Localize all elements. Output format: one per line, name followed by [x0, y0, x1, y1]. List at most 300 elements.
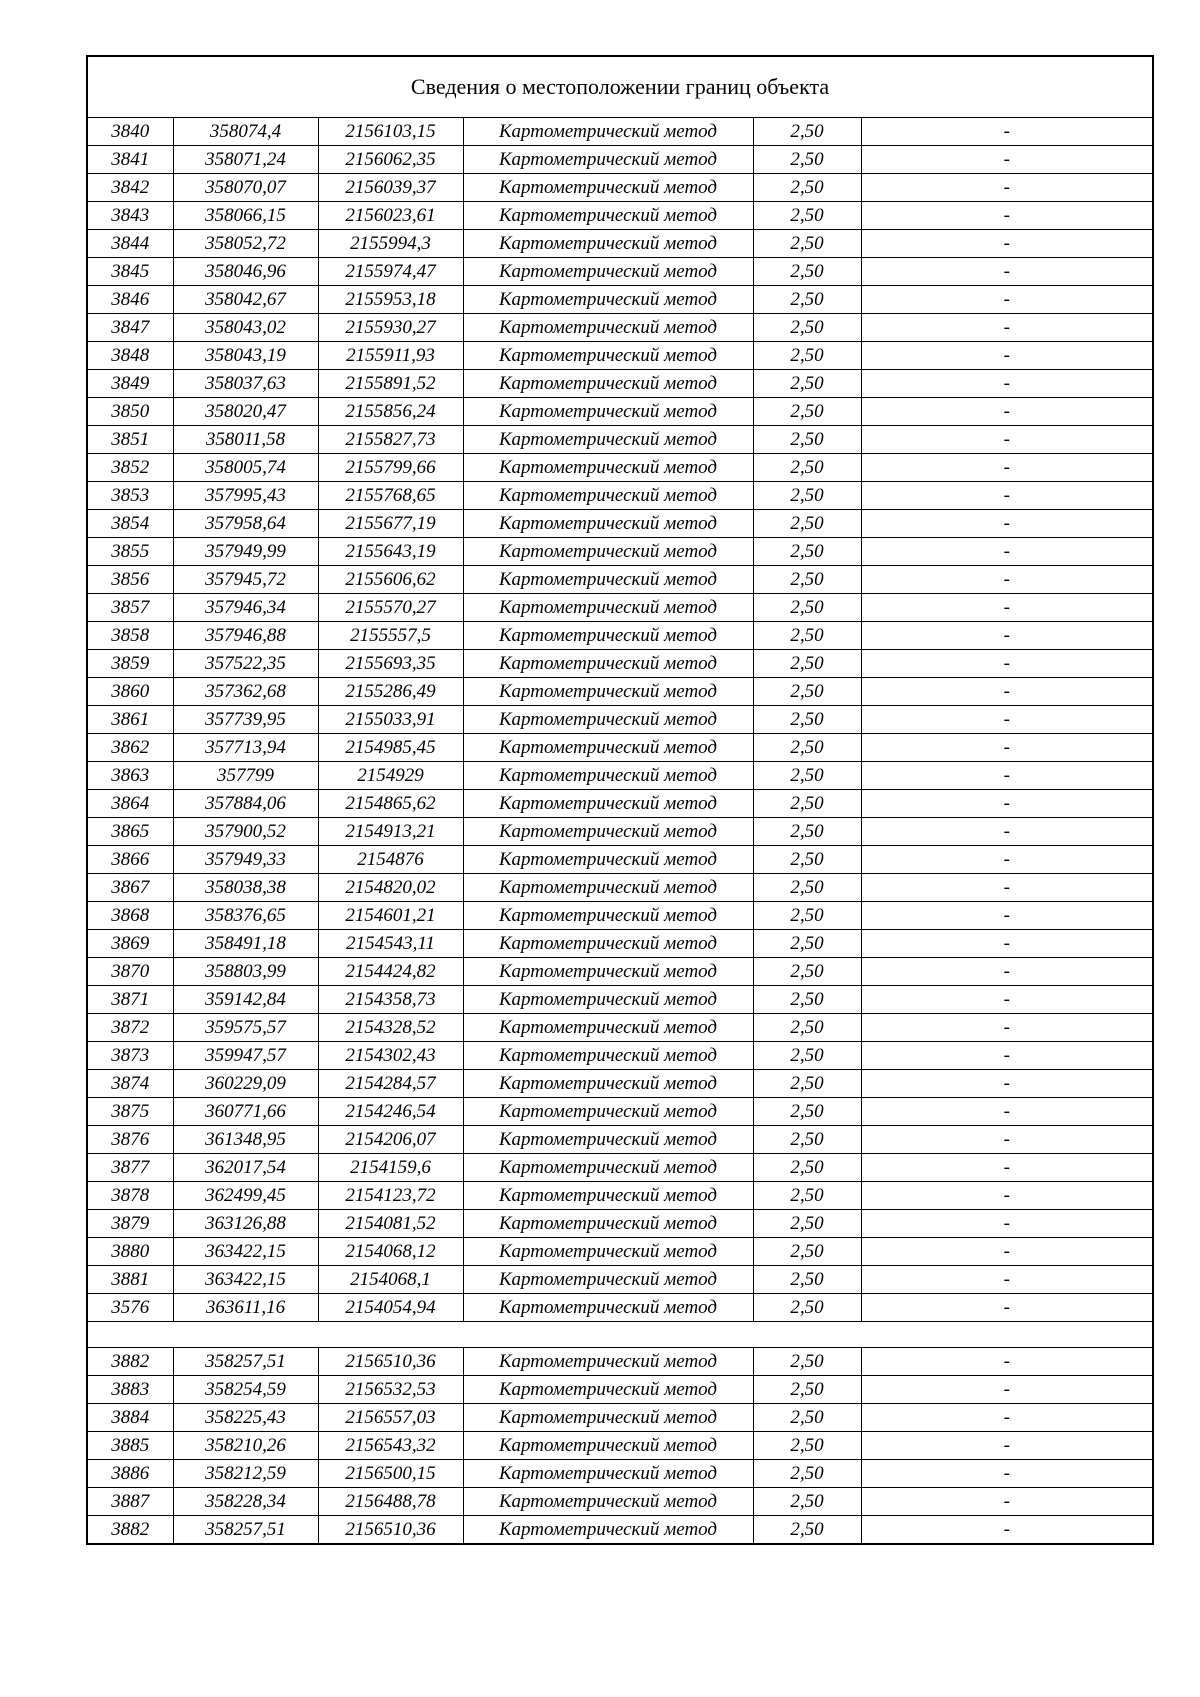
accuracy-cell: 2,50: [753, 706, 861, 734]
table-row: [87, 1238, 1153, 1266]
coord-x-cell: 358043,19: [173, 342, 318, 370]
table-row: [87, 678, 1153, 706]
accuracy-cell: 2,50: [753, 1014, 861, 1042]
point-number-cell: 3871: [87, 986, 173, 1014]
method-cell: Картометрический метод: [463, 1432, 753, 1460]
description-cell: -: [861, 174, 1153, 202]
coord-x-cell: 363422,15: [173, 1266, 318, 1294]
table-row: [87, 902, 1153, 930]
table-row: [87, 1404, 1153, 1432]
coord-y-cell: 2155557,5: [318, 622, 463, 650]
point-number-cell: 3855: [87, 538, 173, 566]
point-number-cell: 3883: [87, 1376, 173, 1404]
coord-x-cell: 358020,47: [173, 398, 318, 426]
coord-y-cell: 2154358,73: [318, 986, 463, 1014]
point-number-cell: 3841: [87, 146, 173, 174]
coord-y-cell: 2155799,66: [318, 454, 463, 482]
accuracy-cell: 2,50: [753, 230, 861, 258]
point-number-cell: 3874: [87, 1070, 173, 1098]
point-number-cell: 3865: [87, 818, 173, 846]
description-cell: -: [861, 1348, 1153, 1376]
description-cell: -: [861, 1238, 1153, 1266]
point-number-cell: 3854: [87, 510, 173, 538]
method-cell: Картометрический метод: [463, 1126, 753, 1154]
point-number-cell: 3878: [87, 1182, 173, 1210]
method-cell: Картометрический метод: [463, 622, 753, 650]
coord-y-cell: 2155994,3: [318, 230, 463, 258]
method-cell: Картометрический метод: [463, 286, 753, 314]
point-number-cell: 3877: [87, 1154, 173, 1182]
coord-x-cell: 363611,16: [173, 1294, 318, 1322]
accuracy-cell: 2,50: [753, 650, 861, 678]
method-cell: Картометрический метод: [463, 874, 753, 902]
description-cell: -: [861, 146, 1153, 174]
point-number-cell: 3886: [87, 1460, 173, 1488]
description-cell: -: [861, 706, 1153, 734]
table-row: [87, 398, 1153, 426]
coord-x-cell: 357946,88: [173, 622, 318, 650]
coord-y-cell: 2154328,52: [318, 1014, 463, 1042]
coord-y-cell: 2156103,15: [318, 118, 463, 146]
accuracy-cell: 2,50: [753, 426, 861, 454]
method-cell: Картометрический метод: [463, 370, 753, 398]
description-cell: -: [861, 622, 1153, 650]
coord-x-cell: 358254,59: [173, 1376, 318, 1404]
table-title: Сведения о местоположении границ объекта: [87, 56, 1153, 118]
description-cell: -: [861, 1042, 1153, 1070]
description-cell: -: [861, 650, 1153, 678]
coord-x-cell: 358043,02: [173, 314, 318, 342]
accuracy-cell: 2,50: [753, 398, 861, 426]
accuracy-cell: 2,50: [753, 482, 861, 510]
table-row: [87, 174, 1153, 202]
method-cell: Картометрический метод: [463, 902, 753, 930]
coord-x-cell: 358005,74: [173, 454, 318, 482]
method-cell: Картометрический метод: [463, 342, 753, 370]
coord-y-cell: 2154246,54: [318, 1098, 463, 1126]
description-cell: -: [861, 1014, 1153, 1042]
method-cell: Картометрический метод: [463, 1154, 753, 1182]
table-row: [87, 986, 1153, 1014]
table-row: [87, 1266, 1153, 1294]
coord-x-cell: 357949,33: [173, 846, 318, 874]
accuracy-cell: 2,50: [753, 538, 861, 566]
table-row: [87, 258, 1153, 286]
accuracy-cell: 2,50: [753, 1348, 861, 1376]
coord-y-cell: 2155643,19: [318, 538, 463, 566]
method-cell: Картометрический метод: [463, 1070, 753, 1098]
method-cell: Картометрический метод: [463, 426, 753, 454]
point-number-cell: 3845: [87, 258, 173, 286]
point-number-cell: 3868: [87, 902, 173, 930]
accuracy-cell: 2,50: [753, 258, 861, 286]
coord-x-cell: 357739,95: [173, 706, 318, 734]
table-row: [87, 1098, 1153, 1126]
description-cell: -: [861, 1460, 1153, 1488]
method-cell: Картометрический метод: [463, 818, 753, 846]
description-cell: -: [861, 1210, 1153, 1238]
coord-x-cell: 358225,43: [173, 1404, 318, 1432]
coord-x-cell: 358210,26: [173, 1432, 318, 1460]
table-row: [87, 538, 1153, 566]
accuracy-cell: 2,50: [753, 454, 861, 482]
table-row: [87, 1070, 1153, 1098]
point-number-cell: 3869: [87, 930, 173, 958]
coord-y-cell: 2156557,03: [318, 1404, 463, 1432]
description-cell: -: [861, 566, 1153, 594]
point-number-cell: 3864: [87, 790, 173, 818]
coord-y-cell: 2154302,43: [318, 1042, 463, 1070]
table-row: [87, 202, 1153, 230]
point-number-cell: 3885: [87, 1432, 173, 1460]
coord-y-cell: 2154601,21: [318, 902, 463, 930]
accuracy-cell: 2,50: [753, 1404, 861, 1432]
table-row: [87, 566, 1153, 594]
point-number-cell: 3882: [87, 1516, 173, 1545]
coord-x-cell: 358052,72: [173, 230, 318, 258]
coord-y-cell: 2154929: [318, 762, 463, 790]
table-row: [87, 790, 1153, 818]
description-cell: -: [861, 1126, 1153, 1154]
table-row: [87, 1126, 1153, 1154]
description-cell: -: [861, 1376, 1153, 1404]
point-number-cell: 3861: [87, 706, 173, 734]
description-cell: -: [861, 958, 1153, 986]
accuracy-cell: 2,50: [753, 118, 861, 146]
method-cell: Картометрический метод: [463, 650, 753, 678]
method-cell: Картометрический метод: [463, 454, 753, 482]
table-row: [87, 958, 1153, 986]
method-cell: Картометрический метод: [463, 1266, 753, 1294]
coord-y-cell: 2156488,78: [318, 1488, 463, 1516]
point-number-cell: 3843: [87, 202, 173, 230]
method-cell: Картометрический метод: [463, 1182, 753, 1210]
coord-y-cell: 2155974,47: [318, 258, 463, 286]
method-cell: Картометрический метод: [463, 566, 753, 594]
coord-x-cell: 358046,96: [173, 258, 318, 286]
point-number-cell: 3851: [87, 426, 173, 454]
title-row: [87, 56, 1153, 118]
description-cell: -: [861, 454, 1153, 482]
point-number-cell: 3856: [87, 566, 173, 594]
coord-x-cell: 358491,18: [173, 930, 318, 958]
table-row: [87, 1210, 1153, 1238]
table-body: [87, 56, 1153, 1544]
accuracy-cell: 2,50: [753, 286, 861, 314]
table-row: [87, 1376, 1153, 1404]
table-row: [87, 818, 1153, 846]
coord-y-cell: 2155856,24: [318, 398, 463, 426]
method-cell: Картометрический метод: [463, 1294, 753, 1322]
point-number-cell: 3847: [87, 314, 173, 342]
description-cell: -: [861, 1154, 1153, 1182]
table-row: [87, 314, 1153, 342]
coord-y-cell: 2154820,02: [318, 874, 463, 902]
point-number-cell: 3866: [87, 846, 173, 874]
coord-y-cell: 2154068,12: [318, 1238, 463, 1266]
point-number-cell: 3844: [87, 230, 173, 258]
description-cell: -: [861, 118, 1153, 146]
accuracy-cell: 2,50: [753, 314, 861, 342]
point-number-cell: 3884: [87, 1404, 173, 1432]
point-number-cell: 3875: [87, 1098, 173, 1126]
coord-y-cell: 2156543,32: [318, 1432, 463, 1460]
point-number-cell: 3870: [87, 958, 173, 986]
table-row: [87, 454, 1153, 482]
method-cell: Картометрический метод: [463, 1014, 753, 1042]
point-number-cell: 3876: [87, 1126, 173, 1154]
table-row: [87, 1042, 1153, 1070]
accuracy-cell: 2,50: [753, 510, 861, 538]
table-row: [87, 146, 1153, 174]
method-cell: Картометрический метод: [463, 1210, 753, 1238]
coord-y-cell: 2154865,62: [318, 790, 463, 818]
accuracy-cell: 2,50: [753, 902, 861, 930]
method-cell: Картометрический метод: [463, 1042, 753, 1070]
coord-y-cell: 2156510,36: [318, 1516, 463, 1545]
table-row: [87, 874, 1153, 902]
method-cell: Картометрический метод: [463, 1404, 753, 1432]
table-row: [87, 1432, 1153, 1460]
description-cell: -: [861, 230, 1153, 258]
coord-y-cell: 2155033,91: [318, 706, 463, 734]
method-cell: Картометрический метод: [463, 734, 753, 762]
method-cell: Картометрический метод: [463, 202, 753, 230]
point-number-cell: 3858: [87, 622, 173, 650]
description-cell: -: [861, 482, 1153, 510]
method-cell: Картометрический метод: [463, 678, 753, 706]
coord-x-cell: 357900,52: [173, 818, 318, 846]
coord-y-cell: 2156532,53: [318, 1376, 463, 1404]
point-number-cell: 3873: [87, 1042, 173, 1070]
coord-x-cell: 358257,51: [173, 1348, 318, 1376]
accuracy-cell: 2,50: [753, 874, 861, 902]
coord-x-cell: 357713,94: [173, 734, 318, 762]
point-number-cell: 3882: [87, 1348, 173, 1376]
coord-x-cell: 358071,24: [173, 146, 318, 174]
coord-y-cell: 2155570,27: [318, 594, 463, 622]
description-cell: -: [861, 846, 1153, 874]
description-cell: -: [861, 538, 1153, 566]
accuracy-cell: 2,50: [753, 202, 861, 230]
point-number-cell: 3872: [87, 1014, 173, 1042]
point-number-cell: 3881: [87, 1266, 173, 1294]
table-row: [87, 930, 1153, 958]
point-number-cell: 3853: [87, 482, 173, 510]
coord-y-cell: 2154054,94: [318, 1294, 463, 1322]
table-row: [87, 118, 1153, 146]
coord-y-cell: 2156500,15: [318, 1460, 463, 1488]
method-cell: Картометрический метод: [463, 538, 753, 566]
accuracy-cell: 2,50: [753, 846, 861, 874]
method-cell: Картометрический метод: [463, 1488, 753, 1516]
coord-y-cell: 2154123,72: [318, 1182, 463, 1210]
coord-y-cell: 2154913,21: [318, 818, 463, 846]
accuracy-cell: 2,50: [753, 734, 861, 762]
method-cell: Картометрический метод: [463, 1376, 753, 1404]
point-number-cell: 3887: [87, 1488, 173, 1516]
coord-y-cell: 2155606,62: [318, 566, 463, 594]
table-row: [87, 1294, 1153, 1322]
point-number-cell: 3849: [87, 370, 173, 398]
coord-y-cell: 2155911,93: [318, 342, 463, 370]
point-number-cell: 3860: [87, 678, 173, 706]
table-row: [87, 1460, 1153, 1488]
coord-y-cell: 2155693,35: [318, 650, 463, 678]
coord-x-cell: 357946,34: [173, 594, 318, 622]
table-row: [87, 510, 1153, 538]
coord-x-cell: 357799: [173, 762, 318, 790]
method-cell: Картометрический метод: [463, 118, 753, 146]
method-cell: Картометрический метод: [463, 762, 753, 790]
coord-x-cell: 360229,09: [173, 1070, 318, 1098]
accuracy-cell: 2,50: [753, 1182, 861, 1210]
point-number-cell: 3880: [87, 1238, 173, 1266]
accuracy-cell: 2,50: [753, 762, 861, 790]
coord-y-cell: 2154159,6: [318, 1154, 463, 1182]
method-cell: Картометрический метод: [463, 174, 753, 202]
description-cell: -: [861, 1432, 1153, 1460]
coord-y-cell: 2155768,65: [318, 482, 463, 510]
table-row: [87, 1488, 1153, 1516]
coord-x-cell: 358376,65: [173, 902, 318, 930]
accuracy-cell: 2,50: [753, 1294, 861, 1322]
coord-y-cell: 2155677,19: [318, 510, 463, 538]
coord-y-cell: 2155930,27: [318, 314, 463, 342]
table-row: [87, 230, 1153, 258]
description-cell: -: [861, 762, 1153, 790]
coord-y-cell: 2155827,73: [318, 426, 463, 454]
table-row: [87, 734, 1153, 762]
accuracy-cell: 2,50: [753, 1488, 861, 1516]
coord-x-cell: 357884,06: [173, 790, 318, 818]
table-row: [87, 762, 1153, 790]
coord-x-cell: 360771,66: [173, 1098, 318, 1126]
coord-x-cell: 362017,54: [173, 1154, 318, 1182]
coord-x-cell: 363422,15: [173, 1238, 318, 1266]
description-cell: -: [861, 1404, 1153, 1432]
point-number-cell: 3846: [87, 286, 173, 314]
boundary-coordinates-table: [86, 55, 1154, 1545]
accuracy-cell: 2,50: [753, 986, 861, 1014]
description-cell: -: [861, 398, 1153, 426]
coord-x-cell: 358037,63: [173, 370, 318, 398]
accuracy-cell: 2,50: [753, 678, 861, 706]
accuracy-cell: 2,50: [753, 1042, 861, 1070]
method-cell: Картометрический метод: [463, 1348, 753, 1376]
coord-x-cell: 357995,43: [173, 482, 318, 510]
coord-x-cell: 361348,95: [173, 1126, 318, 1154]
method-cell: Картометрический метод: [463, 146, 753, 174]
method-cell: Картометрический метод: [463, 1238, 753, 1266]
coord-x-cell: 358803,99: [173, 958, 318, 986]
accuracy-cell: 2,50: [753, 1376, 861, 1404]
method-cell: Картометрический метод: [463, 958, 753, 986]
method-cell: Картометрический метод: [463, 1460, 753, 1488]
coord-y-cell: 2154543,11: [318, 930, 463, 958]
accuracy-cell: 2,50: [753, 1460, 861, 1488]
coord-x-cell: 357949,99: [173, 538, 318, 566]
description-cell: -: [861, 426, 1153, 454]
table-row: [87, 846, 1153, 874]
coord-y-cell: 2156062,35: [318, 146, 463, 174]
description-cell: -: [861, 790, 1153, 818]
point-number-cell: 3852: [87, 454, 173, 482]
coord-x-cell: 358042,67: [173, 286, 318, 314]
accuracy-cell: 2,50: [753, 622, 861, 650]
coord-y-cell: 2154284,57: [318, 1070, 463, 1098]
description-cell: -: [861, 734, 1153, 762]
table-row: [87, 650, 1153, 678]
coord-x-cell: 357945,72: [173, 566, 318, 594]
point-number-cell: 3867: [87, 874, 173, 902]
point-number-cell: 3842: [87, 174, 173, 202]
method-cell: Картометрический метод: [463, 510, 753, 538]
point-number-cell: 3576: [87, 1294, 173, 1322]
coord-x-cell: 359575,57: [173, 1014, 318, 1042]
coord-y-cell: 2154876: [318, 846, 463, 874]
table-row: [87, 426, 1153, 454]
accuracy-cell: 2,50: [753, 342, 861, 370]
coord-x-cell: 358070,07: [173, 174, 318, 202]
coord-x-cell: 358038,38: [173, 874, 318, 902]
table-row: [87, 1348, 1153, 1376]
coord-y-cell: 2155286,49: [318, 678, 463, 706]
coord-x-cell: 358066,15: [173, 202, 318, 230]
method-cell: Картометрический метод: [463, 398, 753, 426]
table-row: [87, 706, 1153, 734]
method-cell: Картометрический метод: [463, 790, 753, 818]
accuracy-cell: 2,50: [753, 146, 861, 174]
method-cell: Картометрический метод: [463, 258, 753, 286]
method-cell: Картометрический метод: [463, 986, 753, 1014]
table-row: [87, 1154, 1153, 1182]
method-cell: Картометрический метод: [463, 1098, 753, 1126]
point-number-cell: 3859: [87, 650, 173, 678]
method-cell: Картометрический метод: [463, 706, 753, 734]
accuracy-cell: 2,50: [753, 1432, 861, 1460]
table-row: [87, 1182, 1153, 1210]
table-row: [87, 1014, 1153, 1042]
description-cell: -: [861, 1516, 1153, 1545]
table-row: [87, 594, 1153, 622]
description-cell: -: [861, 930, 1153, 958]
point-number-cell: 3848: [87, 342, 173, 370]
method-cell: Картометрический метод: [463, 230, 753, 258]
point-number-cell: 3863: [87, 762, 173, 790]
separator-row: [87, 1322, 1153, 1348]
method-cell: Картометрический метод: [463, 594, 753, 622]
method-cell: Картометрический метод: [463, 846, 753, 874]
table-row: [87, 370, 1153, 398]
table-row: [87, 482, 1153, 510]
accuracy-cell: 2,50: [753, 370, 861, 398]
coord-x-cell: 357522,35: [173, 650, 318, 678]
coord-x-cell: 359947,57: [173, 1042, 318, 1070]
accuracy-cell: 2,50: [753, 958, 861, 986]
coord-y-cell: 2154068,1: [318, 1266, 463, 1294]
description-cell: -: [861, 594, 1153, 622]
accuracy-cell: 2,50: [753, 1266, 861, 1294]
description-cell: -: [861, 986, 1153, 1014]
table-row: [87, 342, 1153, 370]
description-cell: -: [861, 1098, 1153, 1126]
description-cell: -: [861, 286, 1153, 314]
point-number-cell: 3857: [87, 594, 173, 622]
accuracy-cell: 2,50: [753, 930, 861, 958]
description-cell: -: [861, 1488, 1153, 1516]
coord-y-cell: 2154424,82: [318, 958, 463, 986]
